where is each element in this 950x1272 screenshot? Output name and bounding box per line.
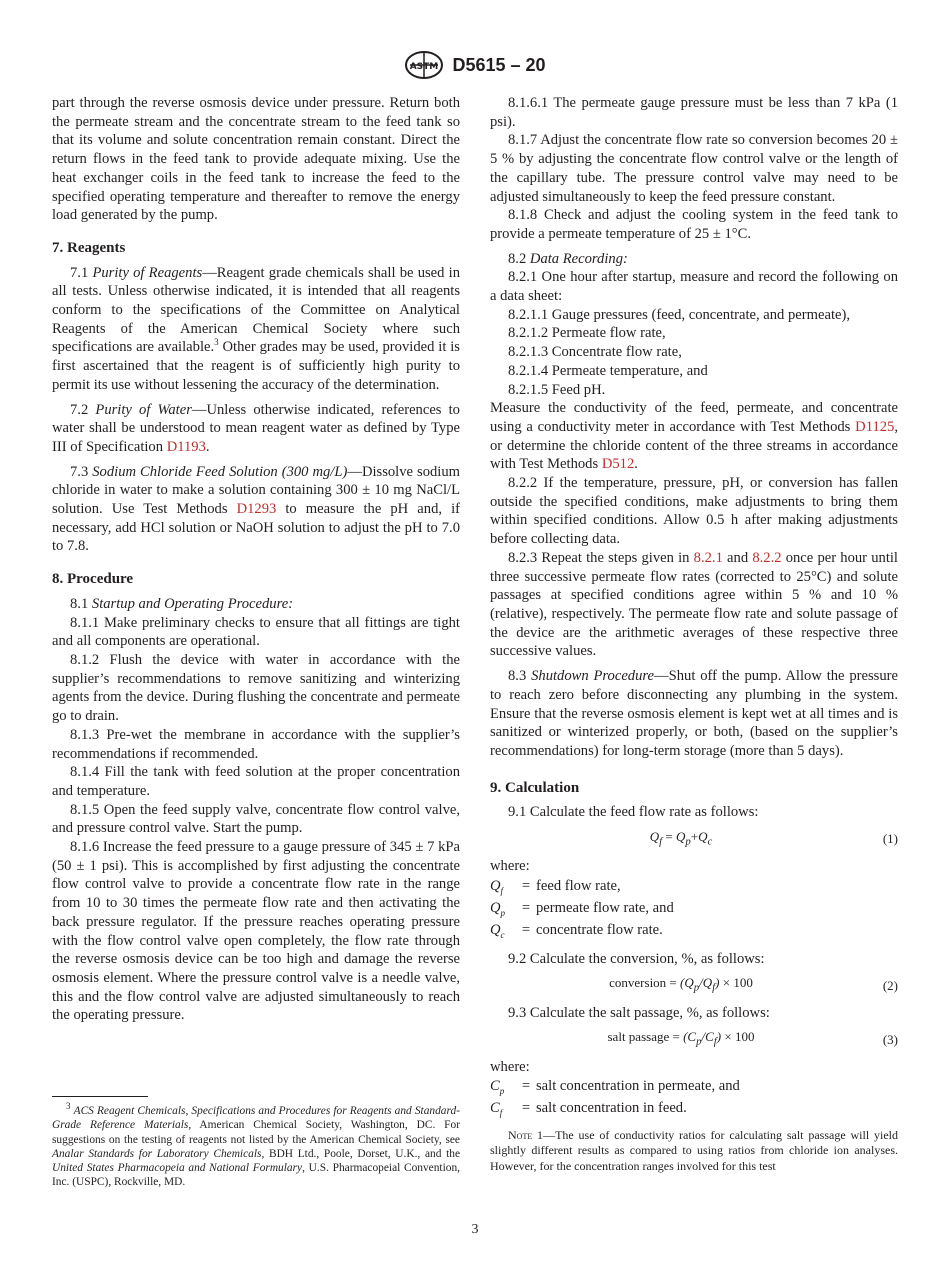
para-8-2-1-2: 8.2.1.2 Permeate flow rate, <box>508 325 666 342</box>
equation-3-expression: salt passage = $(C_p/C_f) \times 100$ <box>607 1029 755 1049</box>
intro-paragraph: part through the reverse osmosis device under pressure. Return both the permeate stream and the concentrate stream to the feed tank so that its volume and solute concentration remain constant. Direct the return flows in the feed tank to provide adequate mixing. Use the heat exchanger coils in the feed tank to increase the feed to the specified operating temperature and thereafter to remove the energy load generated by the pump. <box>52 95 460 224</box>
para-8-1: 8.1 Startup and Operating Procedure: <box>70 595 294 612</box>
definition-row <box>490 1078 898 1100</box>
document-code: D5615 – 20 <box>452 54 546 75</box>
definitions-1 <box>490 878 898 944</box>
definition-equals: = <box>521 1100 531 1117</box>
para-8-2-3: 8.2.3 Repeat the steps given in 8.2.1 and 8.2.2 once per hour until three successive permeate flow rates (corrected to 25°C) and solute passages at specified conditions agree within 5 % and 10 % (relative), respectively. The permeate flow rate and solute passage of the device are the arithmetic averages of these respective three successive values. <box>490 549 898 660</box>
definition-equals: = <box>521 921 531 938</box>
link-d1293[interactable]: D1293 <box>236 501 277 518</box>
definition-symbol: $Q_c$ <box>490 921 505 940</box>
para-8-2: 8.2 Data Recording: <box>508 250 628 267</box>
definition-text: concentrate flow rate. <box>536 921 663 938</box>
para-8-2-1-3: 8.2.1.3 Concentrate flow rate, <box>508 344 682 361</box>
para-8-1-4: 8.1.4 Fill the tank with feed solution at the proper concentration and temperature. <box>52 764 460 799</box>
definition-equals: = <box>521 1078 531 1095</box>
para-8-1-7: 8.1.7 Adjust the concentrate flow rate so conversion becomes 20 ± 5 % by adjusting the concentrate flow control valve or the length of the capillary tube. The pressure control valve may need to be adjusted simultaneously to keep the feed pressure constant. <box>490 132 898 205</box>
para-8-1-6-1: 8.1.6.1 The permeate gauge pressure must be less than 7 kPa (1 psi). <box>490 95 898 130</box>
definition-text: salt concentration in permeate, and <box>536 1078 740 1095</box>
link-8-2-2[interactable]: 8.2.2 <box>752 549 782 566</box>
link-d1125[interactable]: D1125 <box>855 418 895 435</box>
equation-2 <box>490 974 898 997</box>
para-8-1-6: 8.1.6 Increase the feed pressure to a gauge pressure of 345 ± 7 kPa (50 ± 1 psi). This is accomplished by first adjusting the concentrate flow control valve to provide a concentrate flow rate in the range from 10 to 30 times the permeate flow rate and then activating the back pressure regulator. If the pressure reaches operating pressure with the flow control valve open completely, the flow rate through the reverse osmosis device can be too high and damage the reverse osmosis element. Where the pressure control valve is a needle valve, this and the flow control valve are adjusted simultaneously to reach the operating pressure. <box>52 839 460 1024</box>
astm-logo-icon <box>404 50 444 80</box>
section-8-heading: 8. Procedure <box>52 571 134 588</box>
definition-row <box>490 900 898 922</box>
note-1: Note 1—The use of conductivity ratios for calculating salt passage will yield slightly different results as compared to using ratios from chloride ion analyses. However, for the concentration ranges involved for this test <box>490 1128 899 1173</box>
para-7-3: 7.3 Sodium Chloride Feed Solution (300 mg/L)—Dissolve sodium chloride in water to make a solution containing 300 ± 10 mg NaCl/L solution. Use Test Methods D1293 to measure the pH and, if necessary, add HCl solution or NaOH solution to adjust the pH to 7.0 to 7.8. <box>52 463 460 555</box>
para-8-2-1-4: 8.2.1.4 Permeate temperature, and <box>508 362 708 379</box>
para-8-2-2: 8.2.2 If the temperature, pressure, pH, or conversion has fallen outside the specified conditions, make adjustments to bring them within specified conditions. Allow 0.5 h after making adjustments before collecting data. <box>490 475 898 548</box>
definition-row <box>490 922 898 944</box>
definition-symbol: $C_p$ <box>490 1078 505 1097</box>
footnote-divider <box>52 1096 148 1097</box>
section-9-heading: 9. Calculation <box>490 779 580 796</box>
definition-symbol: $C_f$ <box>490 1100 503 1119</box>
para-9-1: 9.1 Calculate the feed flow rate as follows: <box>508 804 759 821</box>
definition-row <box>490 1100 898 1122</box>
equation-3 <box>490 1028 898 1051</box>
definition-text: permeate flow rate, and <box>536 899 674 916</box>
para-9-2: 9.2 Calculate the conversion, %, as follows: <box>508 950 765 967</box>
equation-2-expression: conversion = $(Q_p/Q_f) \times 100$ <box>609 975 753 995</box>
equation-2-number: (2) <box>882 977 898 993</box>
para-8-2-1-5: 8.2.1.5 Feed pH. <box>508 381 606 398</box>
footnote-3: $^3$ ACS Reagent Chemicals, Specifications and Procedures for Reagents and Standard-Grade Reference Materials, American Chemical Society, Washington, DC. For suggestions on the testing of reagents not listed by the American Chemical Society, see Analar Standards for Laboratory Chemicals, BDH Ltd., Poole, Dorset, U.K., and the United States Pharmacopeia and National Formulary, U.S. Pharmacopeial Convention, Inc. (USPC), Rockville, MD. <box>52 1101 461 1189</box>
measure-paragraph: Measure the conductivity of the feed, permeate, and concentrate using a conductivity meter in accordance with Test Methods D1125, or determine the chloride content of the three streams in accordance with Test Methods D512. <box>490 400 898 473</box>
where-label-1: where: <box>490 858 530 875</box>
equation-1 <box>490 828 898 851</box>
link-d512[interactable]: D512 <box>601 456 635 473</box>
equation-1-number: (1) <box>882 831 898 847</box>
definition-row <box>490 878 898 900</box>
section-7-heading: 7. Reagents <box>52 239 126 256</box>
page-header <box>0 50 950 80</box>
definition-text: salt concentration in feed. <box>536 1100 687 1117</box>
link-8-2-1[interactable]: 8.2.1 <box>693 549 723 566</box>
right-column <box>490 94 898 1174</box>
para-8-1-5: 8.1.5 Open the feed supply valve, concentrate flow control valve, and pressure control valve. Start the pump. <box>52 801 460 837</box>
para-8-1-3: 8.1.3 Pre-wet the membrane in accordance with the supplier’s recommendations if recommended. <box>52 726 460 762</box>
definition-symbol: $Q_p$ <box>490 899 506 918</box>
left-column <box>52 94 460 1025</box>
para-8-1-1: 8.1.1 Make preliminary checks to ensure that all fittings are tight and all components are operational. <box>52 614 460 650</box>
equation-1-expression: $Q_f = Q_p+Q_c$ <box>649 829 713 848</box>
para-8-3: 8.3 Shutdown Procedure—Shut off the pump. Allow the pressure to reach zero before disconnecting any plumbing in the system. Ensure that the reverse osmosis element is kept wet at all times and is sanitized or winterized properly, or both, (based on the supplier’s recommendations) for long-term storage (more than 5 days). <box>490 668 898 759</box>
page-number: 3 <box>471 1222 479 1237</box>
link-d1193[interactable]: D1193 <box>166 438 206 455</box>
definition-equals: = <box>521 899 531 916</box>
equation-3-number: (3) <box>882 1031 898 1047</box>
definitions-2 <box>490 1078 898 1122</box>
para-7-1: 7.1 Purity of Reagents—Reagent grade chemicals shall be used in all tests. Unless otherwise indicated, it is intended that all reagents conform to the specifications of the Committee on Analytical Reagents of the American Chemical Society where such specifications are available.$^3$ Other grades may be used, provided it is first ascertained that the reagent is of sufficiently high purity to permit its use without lessening the accuracy of the determination. <box>52 264 460 393</box>
para-8-1-8: 8.1.8 Check and adjust the cooling system in the feed tank to provide a permeate temperature of 25 ± 1°C. <box>490 207 898 242</box>
para-9-3: 9.3 Calculate the salt passage, %, as follows: <box>508 1004 770 1021</box>
footnote-ref[interactable]: 3 <box>214 337 219 348</box>
svg-text:ASTM: ASTM <box>410 62 439 72</box>
definition-symbol: $Q_f$ <box>490 878 504 896</box>
para-7-2: 7.2 Purity of Water—Unless otherwise indicated, references to water shall be understood to mean reagent water as defined by Type III of Specification D1193. <box>52 401 460 455</box>
para-8-1-2: 8.1.2 Flush the device with water in accordance with the supplier’s recommendations to remove sanitizing and winterizing agents from the device. During flushing the concentrate and permeate go to drain. <box>52 651 460 725</box>
definition-text: feed flow rate, <box>536 878 621 895</box>
where-label-2: where: <box>490 1058 530 1075</box>
para-8-2-1-1: 8.2.1.1 Gauge pressures (feed, concentrate, and permeate), <box>508 306 850 323</box>
para-8-2-1: 8.2.1 One hour after startup, measure and record the following on a data sheet: <box>490 269 898 305</box>
definition-equals: = <box>521 878 531 895</box>
